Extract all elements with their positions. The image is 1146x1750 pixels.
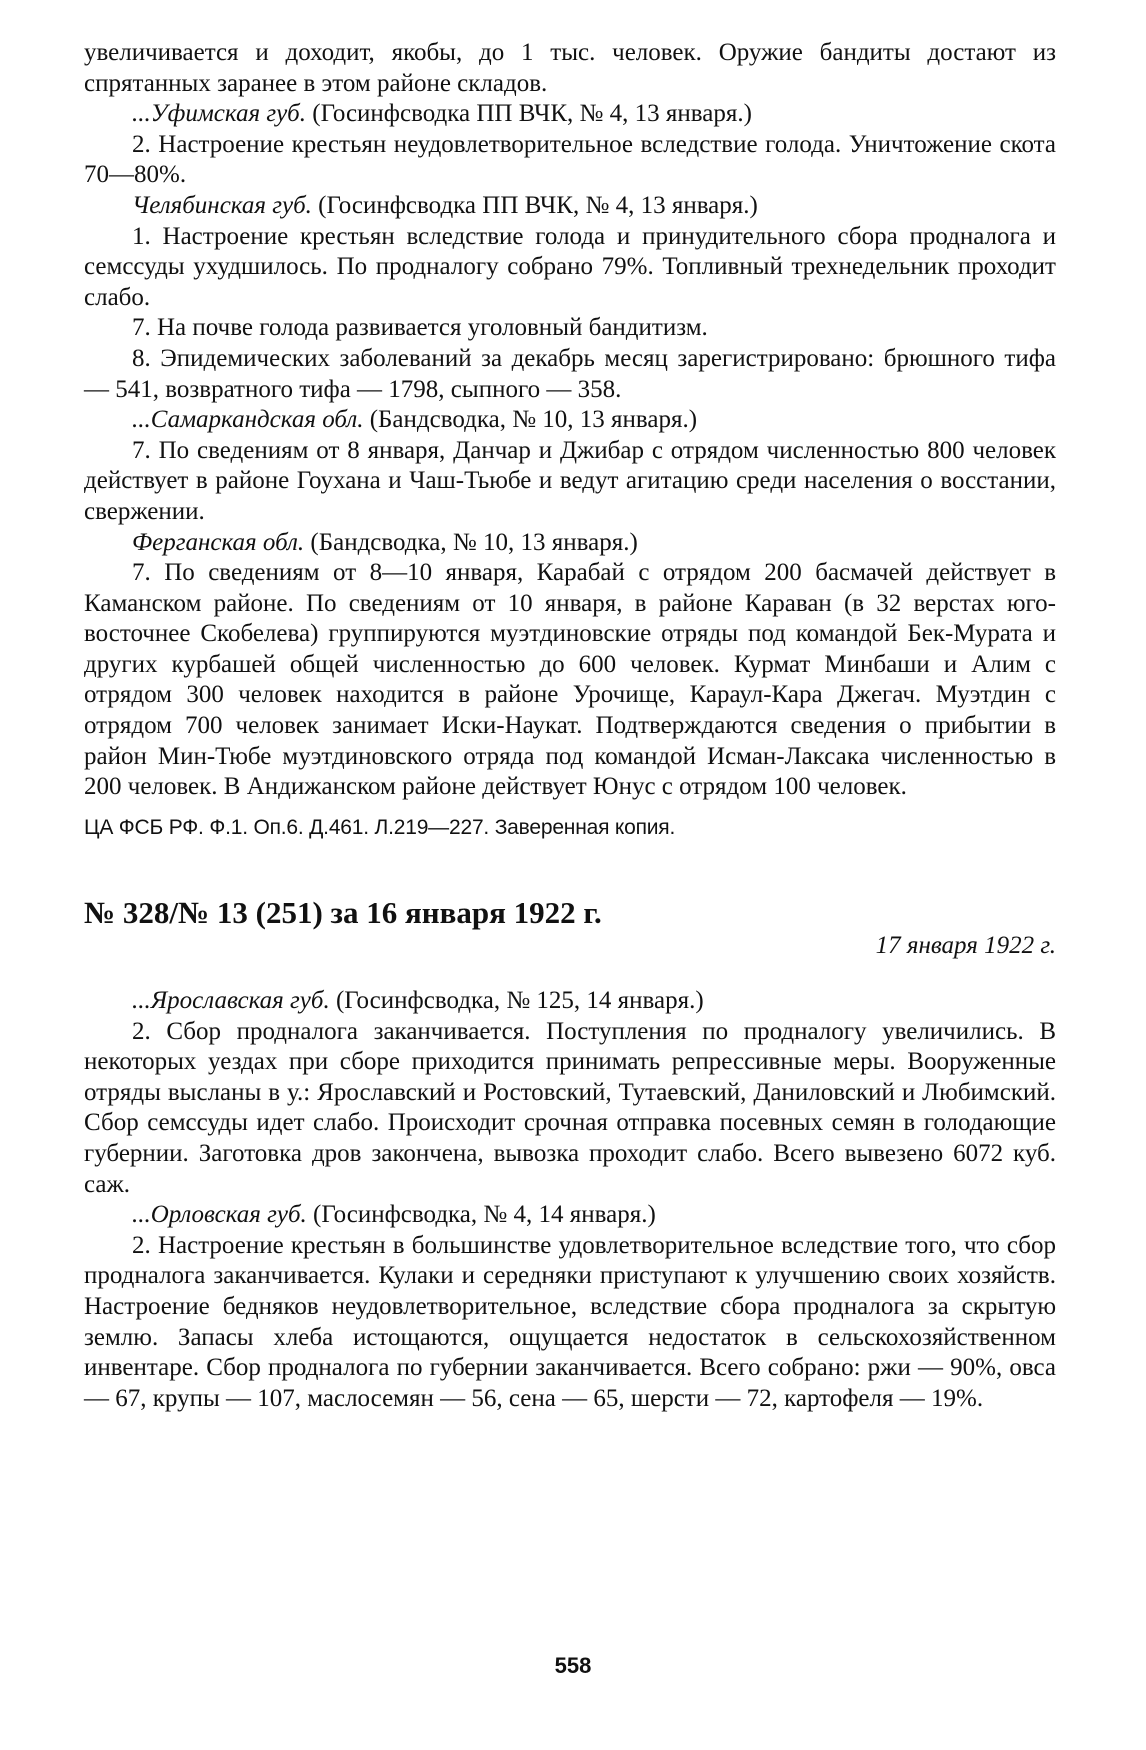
paragraph: 2. Настроение крестьян в большинстве удовлетворительное вследствие того, что сбор продналога заканчивается. Кулаки и середняки приступают к улучшению своих хозяйств. Настроение бедняков неудовлетворительное, вследствие сбора продналога за скрытую землю. Запасы хлеба истощаются, ощущается недостаток в сельскохозяйственном инвентаре. Сбор продналога по губернии заканчивается. Всего собрано: ржи — 90%, овса — 67, крупы — 107, маслосемян — 56, сена — 65, шерсти — 72, картофеля — 19%. <box>84 1231 1056 1412</box>
paragraph: 7. По сведениям от 8—10 января, Карабай с отрядом 200 басмачей действует в Каманском районе. По сведениям от 10 января, в районе Караван (в 32 верстах юго-восточнее Скобелева) группируются муэтдиновские отряды под командой Бек-Мурата и других курбашей общей численностью до 600 человек. Курмат Минбаши и Алим с отрядом 300 человек находится в районе Урочище, Караул-Кара Джегач. Муэтдин с отрядом 700 человек занимает Иски-Наукат. Подтверждаются сведения о прибытии в район Мин-Тюбе муэтдиновского отряда под командой Исман-Лаксака численностью в 200 человек. В Андижанском районе действует Юнус с отрядом 100 человек. <box>84 559 1056 801</box>
paragraph: 7. На почве голода развивается уголовный бандитизм. <box>132 314 708 342</box>
region-name: ...Орловская губ. <box>132 1201 307 1229</box>
archive-reference: ЦА ФСБ РФ. Ф.1. Оп.6. Д.461. Л.219—227. Заверенная копия. <box>84 815 676 839</box>
paragraph: 7. По сведениям от 8 января, Данчар и Джибар с отрядом численностью 800 человек действует в районе Гоухана и Чаш-Тьюбе и ведут агитацию среди населения о восстании, свержении. <box>84 436 1056 525</box>
document-heading: № 328/№ 13 (251) за 16 января 1922 г. <box>84 895 602 931</box>
bottom-section <box>84 986 1056 1414</box>
source-ref: (Госинфсводка, № 4, 14 января.) <box>306 1201 656 1229</box>
source-line <box>84 1200 1056 1231</box>
paragraph: 2. Сбор продналога заканчивается. Поступления по продналогу увеличились. В некоторых уездах при сборе приходится принимать репрессивные меры. Вооруженные отряды высланы в у.: Ярославский и Ростовский, Тутаевский, Даниловский и Любимский. Сбор семссуды идет слабо. Происходит срочная отправка посевных семян в голодающие губернии. Заготовка дров закончена, вывозка проходит слабо. Всего вывезено 6072 куб. саж. <box>84 1017 1056 1198</box>
paragraph: увеличивается и доходит, якобы, до 1 тыс. человек. Оружие бандиты достают из спрятанных заранее в этом районе складов. <box>84 39 1056 97</box>
paragraph: 1. Настроение крестьян вследствие голода и принудительного сбора продналога и семссуды ухудшилось. По продналогу собрано 79%. Топливный трехнедельник проходит слабо. <box>84 222 1056 311</box>
source-ref: (Госинфсводка ПП ВЧК, № 4, 13 января.) <box>311 191 758 219</box>
region-name: Ферганская обл. <box>132 528 305 556</box>
top-section <box>84 38 1056 803</box>
source-line <box>84 191 1056 222</box>
region-name: ...Самаркандская обл. <box>132 406 364 434</box>
paragraph: 8. Эпидемических заболеваний за декабрь месяц зарегистрировано: брюшного тифа — 541, возвратного тифа — 1798, сыпного — 358. <box>84 344 1056 403</box>
source-line <box>84 99 1056 130</box>
source-ref: (Бандсводка, № 10, 13 января.) <box>363 406 698 434</box>
source-ref: (Госинфсводка, № 125, 14 января.) <box>329 987 704 1015</box>
document-date: 17 января 1922 г. <box>875 932 1056 960</box>
source-ref: (Бандсводка, № 10, 13 января.) <box>304 528 638 556</box>
source-line <box>84 405 1056 436</box>
region-name: ...Ярославская губ. <box>132 987 330 1015</box>
paragraph: 2. Настроение крестьян неудовлетворительное вследствие голода. Уничтожение скота 70—80%. <box>84 130 1056 189</box>
source-line <box>84 986 1056 1017</box>
source-ref: (Госинфсводка ПП ВЧК, № 4, 13 января.) <box>306 100 752 128</box>
region-name: Челябинская губ. <box>132 191 312 219</box>
region-name: ...Уфимская губ. <box>132 100 306 128</box>
page-number: 558 <box>554 1653 592 1678</box>
source-line <box>84 528 1056 559</box>
